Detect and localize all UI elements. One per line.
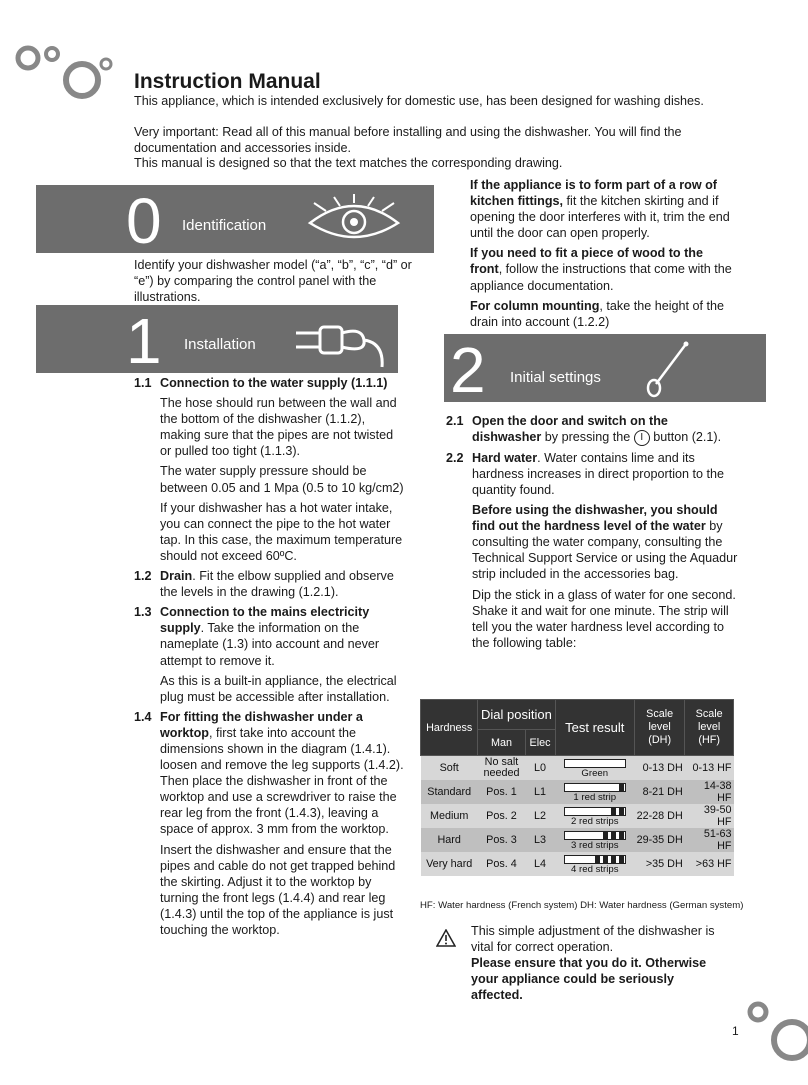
cell-man: Pos. 4 [478,852,525,876]
section-1-3-text: . Take the information on the nameplate (1.3) into account and never attempt to remove it. [160,621,380,668]
test-strip [564,807,626,816]
test-strip [564,855,626,864]
test-strip-label: Green [581,768,609,779]
before-use-text: by consulting the water company, consulting the Technical Support Service or using the Aquadur strip included in the accessories bag. [472,519,738,582]
col-dial-position: Dial position [478,700,555,730]
page-title: Instruction Manual [134,70,321,93]
section-1-2-number: 1.2 [134,569,152,584]
section-band-installation [36,305,398,377]
test-strip [564,831,626,840]
cell-scale-hf: >63 HF [685,852,734,876]
intro-paragraph-2: Very important: Read all of this manual before installing and using the dishwasher. You will find the documentation and accessories inside. [134,125,682,155]
col-elec: Elec [525,730,555,756]
aquadur-strip-icon [644,340,694,398]
section-1-1-title: Connection to the water supply (1.1.1) [160,376,388,390]
test-strip-label: 3 red strips [571,840,619,851]
section-1-4-text: , first take into account the dimensions shown in the diagram (1.4.1). loosen and remove the leg supports (1.4.2). Then place the dishwasher in front of the worktop and use a screwdriver to raise the rear leg from the front (1.4.3), leaving a space of approx. 3 mm from the worktop. [160,725,404,837]
cell-scale-dh: 29-35 DH [635,828,685,852]
before-use-bold: Before using the dishwasher, you should find out the hardness level of the water [472,503,718,534]
test-strip [564,783,626,792]
cell-elec: L3 [525,828,555,852]
section-2-1-title: Open the door and switch on the dishwasher [472,414,668,445]
table-row [421,756,734,781]
section-2-2-title: Hard water [472,450,538,465]
section-1-4-number: 1.4 [134,709,152,724]
warning-bold: Please ensure that you do it. Otherwise your appliance could be seriously affected. [471,956,707,1003]
cell-elec: L0 [525,756,555,781]
identification-text: Identify your dishwasher model (“a”, “b”, “c”, “d” or “e”) by comparing the control panel with the illustrations. [134,258,412,305]
section-1-2-text: . Fit the elbow supplied and observe the levels in the drawing (1.2.1). [160,569,394,600]
table-row [421,780,734,804]
cell-scale-hf: 0-13 HF [685,756,734,781]
dip-stick-paragraph: Dip the stick in a glass of water for one second. Shake it and wait for one minute. The strip will tell you the water hardness level according to the following table: [472,587,736,650]
section-band-identification [36,185,434,257]
section-1-4-title: For fitting the dishwasher under a worktop [160,709,363,740]
col-scale-hf: Scale level (HF) [685,700,734,756]
section-1-1-paragraph-2: The water supply pressure should be between 0.05 and 1 Mpa (0.5 to 10 kg/cm2) [160,464,404,495]
cell-test-result [555,852,635,876]
cell-hardness: Soft [421,756,478,781]
section-2-1-number: 2.1 [446,414,464,428]
section-label: Initial settings [510,369,601,386]
logo-circles-bottom-icon [744,990,808,1085]
cell-scale-hf: 14-38 HF [685,780,734,804]
section-2-1-text-b: button (2.1). [649,430,722,445]
row-fittings-text: fit the kitchen skirting and if opening the door interferes with it, trim the end until the door can open properly. [470,194,730,241]
test-strip-label: 1 red strip [573,792,617,803]
section-2-2-number: 2.2 [446,450,464,465]
section-label: Identification [182,217,267,234]
cell-man: Pos. 1 [478,780,525,804]
strip-red-mark [611,808,616,815]
strip-red-mark [619,832,624,839]
section-1-3-title: Connection to the mains electricity supply [160,605,370,636]
test-strip [564,759,626,768]
cell-elec: L1 [525,780,555,804]
cell-scale-dh: 22-28 DH [635,804,685,828]
hardness-table [420,699,734,876]
cell-scale-hf: 51-63 HF [685,828,734,852]
section-number: 0 [126,185,162,257]
strip-red-mark [619,808,624,815]
section-1-1-paragraph-3: If your dishwasher has a hot water intake, you can connect the pipe to the hot water tap. In this case, the maximum temperature should not exceed 60ºC. [160,500,403,563]
initial-settings-content [446,413,740,651]
cell-hardness: Very hard [421,852,478,876]
page-number: 1 [732,1024,739,1038]
section-1-2-title: Drain [160,569,193,584]
warning-text: This simple adjustment of the dishwasher is vital for correct operation. [471,924,715,955]
cell-hardness: Standard [421,780,478,804]
cell-test-result [555,828,635,852]
table-row [421,804,734,828]
test-strip-label: 2 red strips [571,816,619,827]
col-man: Man [478,730,525,756]
strip-red-mark [619,784,624,791]
cell-test-result [555,756,635,781]
cell-man: Pos. 3 [478,828,525,852]
section-number: 2 [450,334,486,406]
section-1-1-paragraph-1: The hose should run between the wall and the bottom of the dishwasher (1.1.2), making sure that the pipes are not twisted or pulled too tight (1.1.3). [160,396,397,459]
table-footnote: HF: Water hardness (French system) DH: Water hardness (German system) [420,900,744,911]
cell-scale-dh: 0-13 DH [635,756,685,781]
section-2-1-text-a: by pressing the [541,430,634,445]
test-strip-label: 4 red strips [571,864,619,875]
cell-scale-hf: 39-50 HF [685,804,734,828]
eye-icon [304,193,404,247]
section-1-4-paragraph-2: Insert the dishwasher and ensure that the pipes and cable do not get trapped behind the skirting. Adjust it to the worktop by turning the front legs (1.4.4) and rear leg (1.4.3) until the top of the appliance is just touching the worktop. [160,842,396,937]
cell-elec: L2 [525,804,555,828]
section-1-3-paragraph-2: As this is a built-in appliance, the electrical plug must be accessible after installation. [160,673,397,704]
column-mounting-text: , take the height of the drain into account (1.2.2) [470,298,725,329]
strip-red-mark [611,832,616,839]
column-mounting-bold: For column mounting [470,298,600,313]
strip-red-mark [595,856,600,863]
strip-red-mark [611,856,616,863]
col-test-result: Test result [555,700,635,756]
warning-block [471,923,721,1003]
strip-red-mark [619,856,624,863]
col-hardness: Hardness [421,700,478,756]
wood-front-bold: If you need to fit a piece of wood to the front [470,246,703,277]
section-label: Installation [184,336,256,353]
section-band-initial-settings [444,334,766,406]
cell-hardness: Hard [421,828,478,852]
strip-red-mark [603,856,608,863]
cell-scale-dh: >35 DH [635,852,685,876]
cell-hardness: Medium [421,804,478,828]
cell-test-result [555,804,635,828]
cell-man: No salt needed [478,756,525,781]
section-number: 1 [126,305,162,377]
wood-front-text: , follow the instructions that come with the appliance documentation. [470,262,732,293]
cell-scale-dh: 8-21 DH [635,780,685,804]
table-row [421,828,734,852]
installation-content [134,375,404,938]
table-row [421,852,734,876]
col-scale-dh: Scale level (DH) [635,700,685,756]
logo-circles-icon [14,38,114,108]
section-1-3-number: 1.3 [134,605,152,620]
plug-icon [292,313,392,369]
strip-red-mark [603,832,608,839]
power-button-icon: I [634,430,650,446]
cell-elec: L4 [525,852,555,876]
warning-icon [436,929,456,947]
section-2-2-text: . Water contains lime and its hardness increases in direct proportion to the quantity found. [472,450,725,497]
cell-man: Pos. 2 [478,804,525,828]
intro-paragraph-3: This manual is designed so that the text matches the corresponding drawing. [134,156,563,170]
section-1-1-number: 1.1 [134,376,152,390]
right-column-intro [470,177,738,330]
cell-test-result [555,780,635,804]
row-fittings-bold: If the appliance is to form part of a row of kitchen fittings, [470,178,717,209]
intro-paragraph-1: This appliance, which is intended exclusively for domestic use, has been designed for washing dishes. [134,94,704,108]
